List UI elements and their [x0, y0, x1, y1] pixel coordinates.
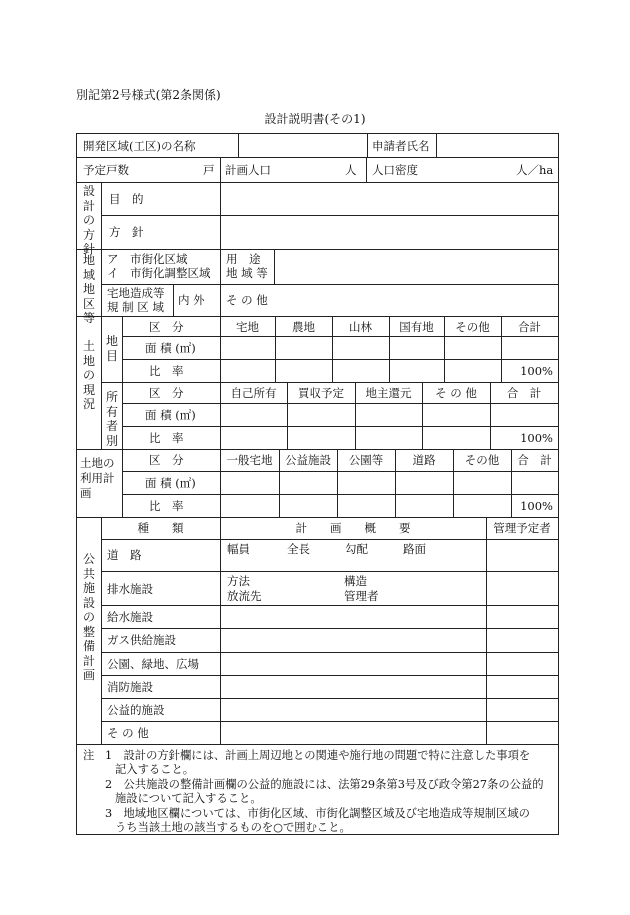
- regulated-line2: 規 制 区 域: [107, 300, 164, 314]
- rule-v: [220, 517, 221, 744]
- facility-item: 給水施設: [107, 610, 153, 624]
- rule-land-end: [77, 449, 558, 450]
- rule-land-b2: [122, 426, 558, 427]
- dev-area-label: 開発区域(工区)の名称: [83, 139, 196, 153]
- regulated-line1: 宅地造成等: [107, 286, 165, 300]
- rule-v: [436, 134, 437, 157]
- note-3b: うち当該土地の該当するものを○で囲むこと。: [115, 821, 351, 834]
- households-label: 予定戸数: [83, 163, 129, 177]
- chimoku-header: 合計: [518, 320, 541, 334]
- owner-label: 所有者別: [105, 390, 118, 448]
- rule-land-a1: [122, 336, 558, 337]
- inout-label: 内 外: [178, 293, 205, 307]
- facility-item: 公益的施設: [107, 703, 165, 717]
- owner-total-percent: 100%: [520, 431, 553, 445]
- facility-manager-header: 管理予定者: [493, 521, 551, 535]
- rule-zone-end: [77, 316, 558, 317]
- road-surface: 路面: [403, 542, 426, 556]
- rule-v: [486, 517, 487, 744]
- land-area-label: 面 積 (㎡): [145, 341, 196, 355]
- rule-v: [101, 182, 102, 249]
- facility-item: 消防施設: [107, 680, 153, 694]
- facility-type-header: 種 類: [137, 521, 184, 535]
- rule-land-a2: [122, 359, 558, 360]
- rule-fac-3: [101, 605, 558, 606]
- rule-fac-end: [77, 744, 558, 745]
- drainage-structure: 構造: [344, 574, 367, 588]
- road-slope: 勾配: [345, 542, 368, 556]
- rule-v: [220, 157, 221, 182]
- drainage-outlet: 放流先: [227, 589, 262, 603]
- rule-use-1: [122, 471, 558, 472]
- landuse-header: 合 計: [517, 453, 552, 467]
- rule-v: [101, 249, 102, 316]
- landuse-section-label: 土地の利用計画: [80, 456, 115, 500]
- facilities-section-label: 公共施設の整備計画: [82, 552, 95, 682]
- owner-header: そ の 他: [435, 386, 477, 400]
- households-unit: 戸: [203, 163, 215, 177]
- owner-ratio-label: 比 率: [149, 431, 184, 445]
- zone-section-label: 地域地区等: [82, 253, 95, 325]
- note-2b: 施設について記入すること。: [115, 792, 262, 805]
- landuse-total-percent: 100%: [520, 499, 553, 513]
- rule-use-2: [122, 494, 558, 495]
- chimoku-header: 宅地: [236, 320, 259, 334]
- landuse-area-label: 面 積 (㎡): [145, 476, 196, 490]
- rule-v: [173, 284, 174, 316]
- drainage-method: 方法: [227, 574, 250, 588]
- form-reference: 別記第2号様式(第2条関係): [76, 88, 221, 102]
- chimoku-label: 地目: [105, 334, 118, 363]
- zone-urbanization: ア 市街化区域: [107, 252, 188, 266]
- population-label: 計画人口: [225, 163, 271, 177]
- owner-area-label: 面 積 (㎡): [145, 408, 196, 422]
- landuse-header: 公園等: [348, 453, 384, 467]
- owner-header: 合 計: [506, 386, 542, 400]
- rule-fac-2: [101, 571, 558, 572]
- landuse-header: 一般宅地: [226, 453, 273, 467]
- density-unit: 人／ha: [516, 163, 554, 177]
- policy-label: 方 針: [109, 225, 144, 239]
- applicant-label: 申請者氏名: [372, 139, 430, 153]
- rule-design-end: [77, 249, 558, 250]
- chimoku-header: その他: [455, 320, 490, 334]
- zone-control: イ 市街化調整区域: [107, 266, 211, 280]
- zone-other-label: そ の 他: [226, 293, 268, 307]
- rule-fac-5: [101, 652, 558, 653]
- rule-v: [366, 157, 367, 182]
- facility-plan-header: 計 画 概 要: [295, 521, 411, 535]
- owner-header: 自己所有: [230, 386, 277, 400]
- owner-header: 地主還元: [365, 386, 412, 400]
- land-section-label: 土地の現況: [82, 339, 95, 411]
- note-1b: 記入すること。: [115, 763, 195, 776]
- rule-v: [122, 449, 123, 517]
- drainage-manager: 管理者: [344, 589, 379, 603]
- rule-design-mid: [101, 215, 558, 216]
- rule-fac-7: [101, 698, 558, 699]
- rule-fac-4: [101, 628, 558, 629]
- rule-v: [220, 249, 221, 316]
- owner-category-label: 区 分: [149, 386, 184, 400]
- rule-row2: [77, 182, 558, 183]
- density-label: 人口密度: [372, 163, 418, 177]
- landuse-header: 道路: [412, 453, 436, 467]
- chimoku-header: 山林: [349, 320, 372, 334]
- landuse-header: 公益施設: [285, 453, 331, 467]
- purpose-label: 目 的: [109, 192, 144, 206]
- road-length: 全長: [287, 542, 310, 556]
- road-width: 幅員: [227, 542, 250, 556]
- design-description-form: [76, 133, 559, 835]
- design-section-label: 設計の方針: [82, 184, 95, 256]
- rule-v: [220, 316, 221, 449]
- notes-label: 注: [83, 749, 95, 762]
- document-title: 設計説明書(その1): [264, 112, 366, 126]
- note-2a: 2 公共施設の整備計画欄の公益的施設には、法第29条第3号及び政令第27条の公益的: [105, 778, 544, 791]
- chimoku-header: 国有地: [399, 320, 434, 334]
- rule-v: [274, 249, 275, 284]
- note-3a: 3 地域地区欄については、市街化区域、市街化調整区域及び宅地造成等規制区域の: [105, 807, 530, 820]
- rule-v: [367, 134, 368, 157]
- landuse-header: その他: [464, 453, 500, 467]
- zone-use-label: 用 途: [226, 252, 261, 266]
- rule-v: [238, 134, 239, 157]
- rule-zone-mid: [101, 284, 558, 285]
- population-unit: 人: [345, 163, 357, 177]
- facility-item: ガス供給施設: [107, 633, 176, 647]
- rule-v: [101, 316, 102, 449]
- rule-v: [101, 517, 102, 744]
- rule-land-b1: [122, 403, 558, 404]
- note-1a: 1 設計の方針欄には、計画上周辺地との関連や施行地の問題で特に注意した事項を: [105, 749, 531, 762]
- land-ratio-label: 比 率: [149, 364, 184, 378]
- owner-header: 買収予定: [298, 386, 344, 400]
- rule-fac-8: [101, 721, 558, 722]
- rule-v: [122, 316, 123, 449]
- chimoku-total-percent: 100%: [520, 364, 553, 378]
- landuse-ratio-label: 比 率: [149, 499, 184, 513]
- rule-row1: [77, 157, 558, 158]
- rule-fac-6: [101, 675, 558, 676]
- facility-item: そ の 他: [107, 726, 149, 740]
- facility-item: 公園、緑地、広場: [107, 657, 199, 671]
- drainage-label: 排水施設: [107, 582, 153, 596]
- chimoku-header: 農地: [292, 320, 315, 334]
- land-category-label: 区 分: [149, 320, 184, 334]
- rule-v: [220, 182, 221, 249]
- zone-district-label: 地 域 等: [226, 266, 268, 280]
- road-label: 道 路: [107, 548, 142, 562]
- landuse-category-label: 区 分: [149, 453, 184, 467]
- rule-fac-1: [101, 539, 558, 540]
